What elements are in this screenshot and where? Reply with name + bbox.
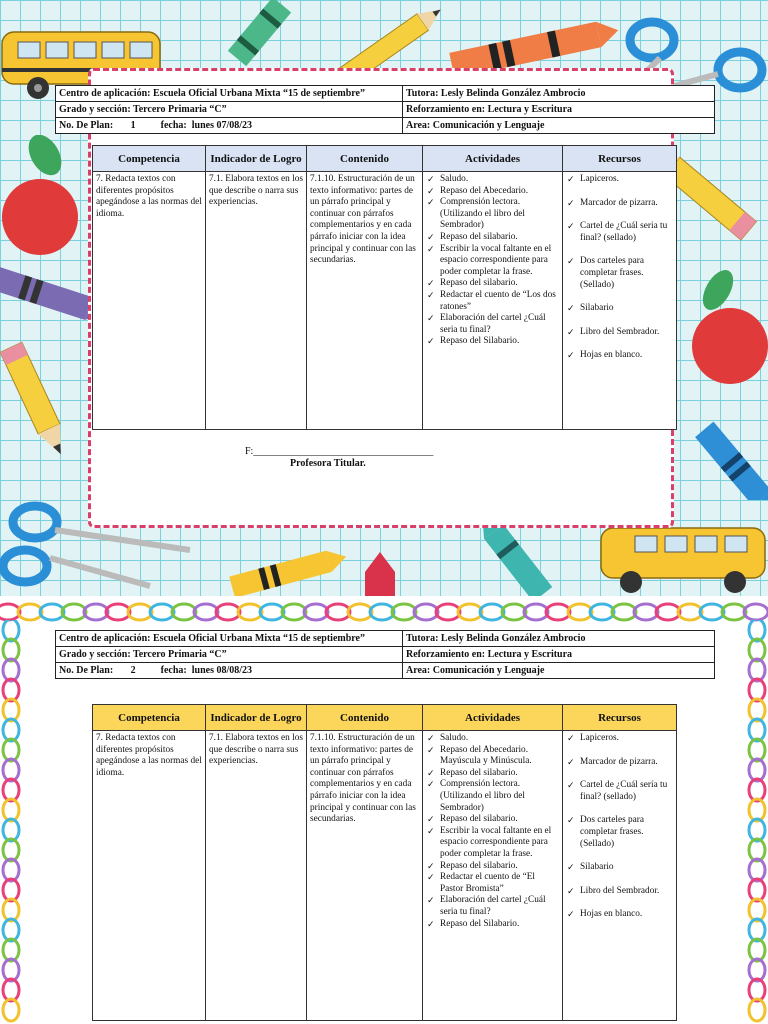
recursos-cell — [563, 172, 677, 430]
apple-icon — [0, 135, 86, 255]
chain-ring — [370, 604, 394, 620]
chain-ring — [700, 604, 724, 620]
lesson-plan-page-2 — [0, 600, 768, 1024]
chain-ring — [216, 604, 240, 620]
chain-ring — [722, 604, 746, 620]
chain-ring — [18, 604, 42, 620]
actividad-item: ✓ Comprensión lectora. (Utilizando el libro del Sembrador) — [440, 197, 559, 232]
actividad-item: ✓ Repaso del silabario. — [440, 768, 559, 780]
reforzamiento: Reforzamiento en: Lectura y Escritura — [403, 647, 715, 663]
recurso-item: ✓ Cartel de ¿Cuál seria tu final? (sellado) — [580, 221, 673, 244]
chain-ring — [392, 604, 416, 620]
actividades-cell — [423, 172, 563, 430]
actividades-cell — [423, 731, 563, 1021]
actividad-item: ✓ Saludo. — [440, 733, 559, 745]
tutora: Tutora: Lesly Belinda González Ambrocio — [403, 86, 715, 102]
recurso-item: ✓ Lapiceros. — [580, 733, 673, 745]
recurso-item: ✓ Lapiceros. — [580, 174, 673, 186]
chain-ring — [40, 604, 64, 620]
chain-ring — [348, 604, 372, 620]
recurso-item: ✓ Marcador de pizarra. — [580, 757, 673, 769]
contenido-cell: 7.1.10. Estructuración de un texto informativo: partes de un párrafo principal y continuar con párrafos complementarios y en cada párrafo iniciar con la idea principal y continuar con las secundarias. — [307, 172, 423, 430]
plan-info-table — [55, 630, 715, 679]
chain-ring — [656, 604, 680, 620]
actividad-item: ✓ Comprensión lectora. (Utilizando el libro del Sembrador) — [440, 779, 559, 814]
indicador-cell: 7.1. Elabora textos en los que describe o narra sus experiencias. — [206, 731, 307, 1021]
area: Area: Comunicación y Lenguaje — [403, 663, 715, 679]
chain-ring — [568, 604, 592, 620]
chain-ring — [304, 604, 328, 620]
chain-ring — [502, 604, 526, 620]
header-indicador: Indicador de Logro — [206, 146, 307, 172]
reforzamiento: Reforzamiento en: Lectura y Escritura — [403, 102, 715, 118]
numero-plan-fecha: No. De Plan: 2 fecha: lunes 08/08/23 — [56, 663, 403, 679]
recurso-item: ✓ Silabario — [580, 303, 673, 315]
chain-ring — [282, 604, 306, 620]
centro-aplicacion: Centro de aplicación: Escuela Oficial Urbana Mixta “15 de septiembre” — [56, 631, 403, 647]
recursos-list — [566, 733, 673, 921]
chain-ring — [172, 604, 196, 620]
recurso-item: ✓ Libro del Sembrador. — [580, 327, 673, 339]
chain-ring — [128, 604, 152, 620]
competencia-cell: 7. Redacta textos con diferentes propósitos apegándose a las normas del idioma. — [93, 731, 206, 1021]
actividad-item: ✓ Repaso del silabario. — [440, 232, 559, 244]
plan-info-table — [55, 85, 715, 134]
signature-line: F:____________________________________ — [245, 446, 434, 457]
recurso-item: ✓ Silabario — [580, 862, 673, 874]
area: Area: Comunicación y Lenguaje — [403, 118, 715, 134]
chain-ring — [150, 604, 174, 620]
chain-ring — [84, 604, 108, 620]
recurso-item: ✓ Dos carteles para completar frases. (Sellado) — [580, 256, 673, 291]
indicador-cell: 7.1. Elabora textos en los que describe o narra sus experiencias. — [206, 172, 307, 430]
centro-aplicacion: Centro de aplicación: Escuela Oficial Urbana Mixta “15 de septiembre” — [56, 86, 403, 102]
chain-ring — [480, 604, 504, 620]
actividades-list — [426, 733, 559, 930]
grado-seccion: Grado y sección: Tercero Primaria “C” — [56, 647, 403, 663]
profesora-titular: Profesora Titular. — [290, 458, 366, 469]
chain-ring — [106, 604, 130, 620]
header-actividades: Actividades — [423, 146, 563, 172]
crayon-blue-icon — [690, 420, 768, 500]
chain-ring — [634, 604, 658, 620]
apple-right-icon — [668, 268, 768, 388]
recurso-item: ✓ Hojas en blanco. — [580, 350, 673, 362]
recurso-item: ✓ Dos carteles para completar frases. (Sellado) — [580, 815, 673, 850]
contenido-cell: 7.1.10. Estructuración de un texto informativo: partes de un párrafo principal y continuar con párrafos complementarios y en cada párrafo iniciar con la idea principal y continuar con las secundarias. — [307, 731, 423, 1021]
chain-ring — [414, 604, 438, 620]
competencia-cell: 7. Redacta textos con diferentes propósitos apegándose a las normas del idioma. — [93, 172, 206, 430]
header-indicador: Indicador de Logro — [206, 705, 307, 731]
chain-ring — [436, 604, 460, 620]
actividad-item: ✓ Repaso del Abecedario. Mayúscula y Minúscula. — [440, 745, 559, 768]
grado-seccion: Grado y sección: Tercero Primaria “C” — [56, 102, 403, 118]
actividad-item: ✓ Repaso del silabario. — [440, 278, 559, 290]
chain-ring — [458, 604, 482, 620]
pencil-left-icon — [0, 340, 85, 465]
actividad-item: ✓ Elaboración del cartel ¿Cuál seria tu final? — [440, 895, 559, 918]
ring-chain-border-right — [746, 620, 768, 1024]
chain-ring — [612, 604, 636, 620]
actividad-item: ✓ Redactar el cuento de “El Pastor Bromista” — [440, 872, 559, 895]
header-contenido: Contenido — [307, 705, 423, 731]
actividad-item: ✓ Redactar el cuento de “Los dos ratones” — [440, 290, 559, 313]
actividad-item: ✓ Repaso del Silabario. — [440, 919, 559, 931]
ring-chain-border-top — [0, 600, 768, 624]
header-recursos: Recursos — [563, 705, 677, 731]
tutora: Tutora: Lesly Belinda González Ambrocio — [403, 631, 715, 647]
ring-chain-border-left — [0, 620, 22, 1024]
chain-ring — [62, 604, 86, 620]
crayon-red-icon — [355, 552, 405, 596]
chain-ring — [524, 604, 548, 620]
actividades-list — [426, 174, 559, 348]
actividad-item: ✓ Saludo. — [440, 174, 559, 186]
actividad-item: ✓ Elaboración del cartel ¿Cuál seria tu final? — [440, 313, 559, 336]
actividad-item: ✓ Repaso del silabario. — [440, 861, 559, 873]
header-recursos: Recursos — [563, 146, 677, 172]
header-contenido: Contenido — [307, 146, 423, 172]
recurso-item: ✓ Cartel de ¿Cuál sería tu final? (sellado) — [580, 780, 673, 803]
numero-plan-fecha: No. De Plan: 1 fecha: lunes 07/08/23 — [56, 118, 403, 134]
actividad-item: ✓ Repaso del Abecedario. — [440, 186, 559, 198]
actividad-item: ✓ Escribir la vocal faltante en el espacio correspondiente para poder completar la frase. — [440, 244, 559, 279]
recurso-item: ✓ Hojas en blanco. — [580, 909, 673, 921]
school-bus-right-icon — [595, 520, 768, 596]
chain-ring — [326, 604, 350, 620]
lesson-plan-table — [92, 145, 677, 430]
header-competencia: Competencia — [93, 705, 206, 731]
crayon-yellow-icon — [220, 548, 350, 596]
recurso-item: ✓ Marcador de pizarra. — [580, 198, 673, 210]
chain-ring — [744, 604, 768, 620]
actividad-item: ✓ Escribir la vocal faltante en el espacio correspondiente para poder completar la frase. — [440, 826, 559, 861]
chain-ring — [590, 604, 614, 620]
chain-ring — [260, 604, 284, 620]
actividad-item: ✓ Repaso del silabario. — [440, 814, 559, 826]
recurso-item: ✓ Libro del Sembrador. — [580, 886, 673, 898]
recursos-list — [566, 174, 673, 362]
chain-ring — [546, 604, 570, 620]
chain-ring — [238, 604, 262, 620]
actividad-item: ✓ Repaso del Silabario. — [440, 336, 559, 348]
crayon-green-icon — [215, 0, 295, 75]
pencil-right-icon — [668, 150, 768, 260]
chain-ring — [678, 604, 702, 620]
header-competencia: Competencia — [93, 146, 206, 172]
header-actividades: Actividades — [423, 705, 563, 731]
lesson-plan-table — [92, 704, 677, 1021]
chain-ring — [194, 604, 218, 620]
recursos-cell — [563, 731, 677, 1021]
